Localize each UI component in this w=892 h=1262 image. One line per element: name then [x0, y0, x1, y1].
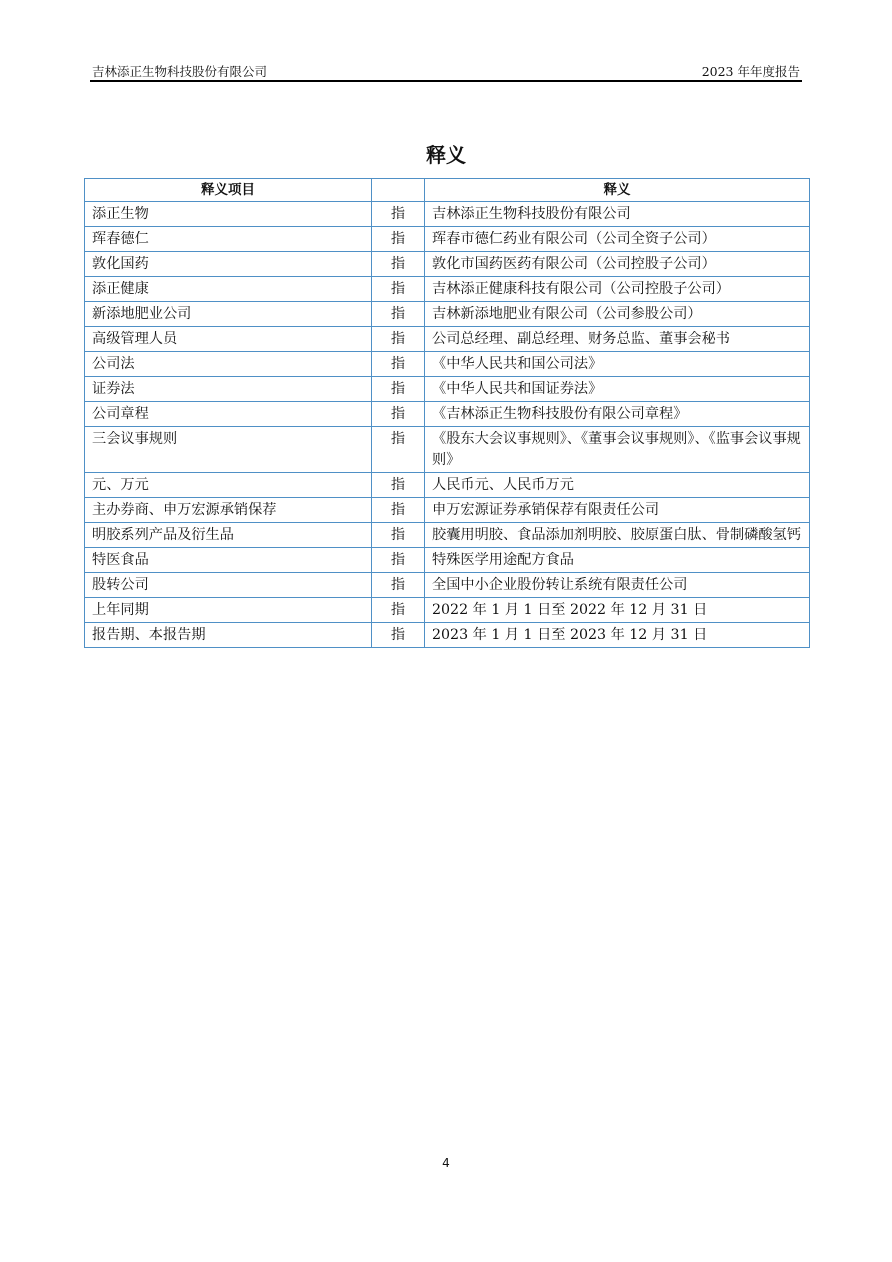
definition-cell: 《中华人民共和国公司法》: [425, 352, 810, 377]
ref-cell: 指: [372, 623, 425, 648]
definition-cell: 2023 年 1 月 1 日至 2023 年 12 月 31 日: [425, 623, 810, 648]
definition-cell: 胶囊用明胶、食品添加剂明胶、胶原蛋白肽、骨制磷酸氢钙: [425, 523, 810, 548]
table-row: [85, 227, 810, 252]
table-row: [85, 377, 810, 402]
ref-cell: 指: [372, 227, 425, 252]
definition-cell: 申万宏源证券承销保荐有限责任公司: [425, 498, 810, 523]
term-cell: 添正健康: [85, 277, 372, 302]
ref-cell: 指: [372, 277, 425, 302]
table-row: [85, 352, 810, 377]
term-cell: 主办券商、申万宏源承销保荐: [85, 498, 372, 523]
table-row: [85, 548, 810, 573]
table-row: [85, 202, 810, 227]
definition-cell: 《股东大会议事规则》、《董事会议事规则》、《监事会议事规则》: [425, 427, 810, 473]
ref-cell: 指: [372, 327, 425, 352]
term-cell: 公司法: [85, 352, 372, 377]
section-title: 释义: [426, 143, 466, 167]
column-header-definition: 释义: [425, 179, 810, 202]
ref-cell: 指: [372, 377, 425, 402]
term-cell: 特医食品: [85, 548, 372, 573]
term-cell: 股转公司: [85, 573, 372, 598]
table-row: [85, 402, 810, 427]
definitions-table: [84, 178, 810, 648]
definition-cell: 人民币元、人民币万元: [425, 473, 810, 498]
term-cell: 公司章程: [85, 402, 372, 427]
table-row: [85, 498, 810, 523]
column-header-term: 释义项目: [85, 179, 372, 202]
term-cell: 元、万元: [85, 473, 372, 498]
header-report-title: 2023 年年度报告: [701, 64, 800, 79]
definition-cell: 《中华人民共和国证券法》: [425, 377, 810, 402]
definition-cell: 《吉林添正生物科技股份有限公司章程》: [425, 402, 810, 427]
table-row: [85, 427, 810, 473]
definition-cell: 2022 年 1 月 1 日至 2022 年 12 月 31 日: [425, 598, 810, 623]
ref-cell: 指: [372, 402, 425, 427]
term-cell: 敦化国药: [85, 252, 372, 277]
ref-cell: 指: [372, 302, 425, 327]
table-row: [85, 327, 810, 352]
definition-cell: 敦化市国药医药有限公司（公司控股子公司）: [425, 252, 810, 277]
ref-cell: 指: [372, 498, 425, 523]
term-cell: 添正生物: [85, 202, 372, 227]
header-company-name: 吉林添正生物科技股份有限公司: [92, 64, 268, 79]
term-cell: 高级管理人员: [85, 327, 372, 352]
definition-cell: 珲春市德仁药业有限公司（公司全资子公司）: [425, 227, 810, 252]
ref-cell: 指: [372, 427, 425, 473]
ref-cell: 指: [372, 202, 425, 227]
ref-cell: 指: [372, 352, 425, 377]
definition-cell: 全国中小企业股份转让系统有限责任公司: [425, 573, 810, 598]
table-row: [85, 473, 810, 498]
definition-cell: 吉林添正生物科技股份有限公司: [425, 202, 810, 227]
definition-cell: 特殊医学用途配方食品: [425, 548, 810, 573]
term-cell: 新添地肥业公司: [85, 302, 372, 327]
ref-cell: 指: [372, 252, 425, 277]
table-row: [85, 573, 810, 598]
term-cell: 报告期、本报告期: [85, 623, 372, 648]
term-cell: 上年同期: [85, 598, 372, 623]
table-header-row: [85, 179, 810, 202]
definition-cell: 吉林添正健康科技有限公司（公司控股子公司）: [425, 277, 810, 302]
ref-cell: 指: [372, 473, 425, 498]
ref-cell: 指: [372, 523, 425, 548]
table-row: [85, 623, 810, 648]
term-cell: 三会议事规则: [85, 427, 372, 473]
ref-cell: 指: [372, 573, 425, 598]
term-cell: 证券法: [85, 377, 372, 402]
ref-cell: 指: [372, 598, 425, 623]
column-header-ref: [372, 179, 425, 202]
table-row: [85, 252, 810, 277]
page-number: 4: [442, 1156, 450, 1170]
definition-cell: 吉林新添地肥业有限公司（公司参股公司）: [425, 302, 810, 327]
table-row: [85, 598, 810, 623]
page-header: [90, 62, 802, 82]
definition-cell: 公司总经理、副总经理、财务总监、董事会秘书: [425, 327, 810, 352]
table-row: [85, 523, 810, 548]
term-cell: 珲春德仁: [85, 227, 372, 252]
table-row: [85, 302, 810, 327]
ref-cell: 指: [372, 548, 425, 573]
term-cell: 明胶系列产品及衍生品: [85, 523, 372, 548]
table-row: [85, 277, 810, 302]
